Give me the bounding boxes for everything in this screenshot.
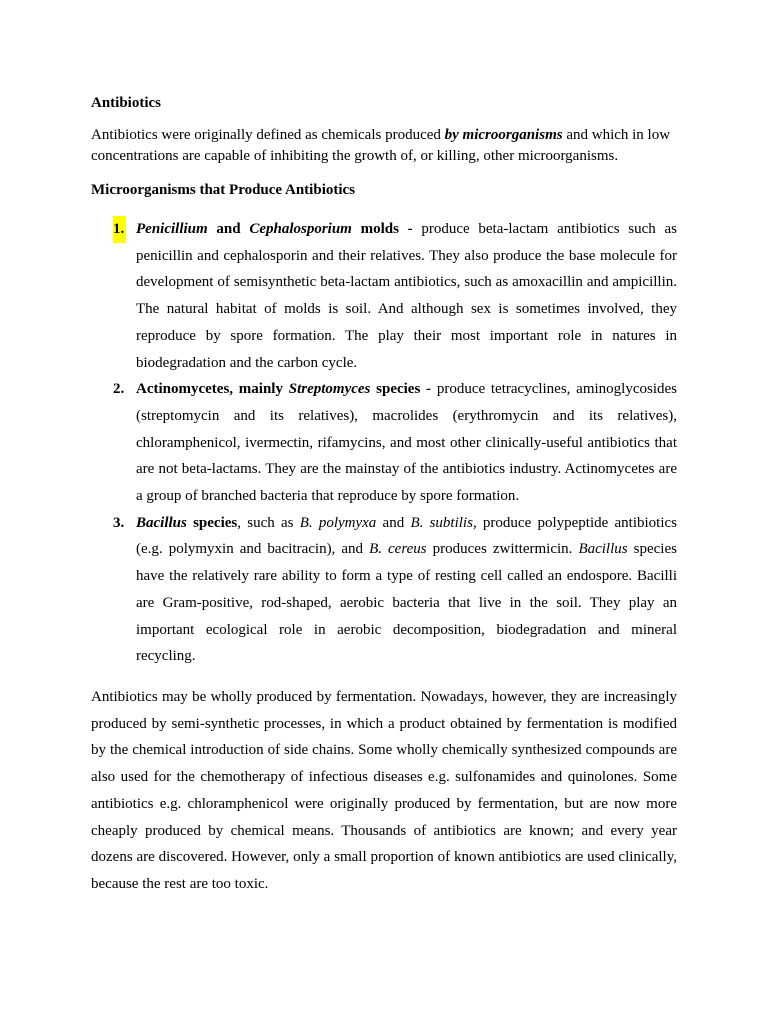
heading-producers: Microorganisms that Produce Antibiotics: [91, 182, 356, 198]
list-number: 2.: [113, 381, 125, 398]
intro-paragraph: [91, 125, 677, 167]
genus-bacillus: Bacillus: [136, 514, 187, 531]
intro-text-after: and which in low concentrations are capable of inhibiting the growth of, or killing, other microorganisms.: [91, 127, 671, 164]
lead-molds: molds -: [351, 221, 413, 237]
list-item-bacillus: [91, 510, 677, 670]
item-text: and: [376, 514, 411, 531]
item-text: , such as: [237, 514, 300, 531]
item-body: produce beta-lactam antibiotics such as penicillin and cephalosporin and their relatives. They also produce the base molecule for development of semisynthetic beta-lactam antibiotics, such as amoxacillin and ampicillin. The natural habitat of molds is soil. And although sex is sometimes involved, they reproduce by spore formation. The play their most important role in natures in biodegradation and the carbon cycle.: [136, 221, 678, 371]
genus-bacillus-inline: Bacillus: [578, 541, 628, 558]
lead-species: species -: [370, 381, 432, 398]
and-word: and: [207, 221, 250, 237]
item-text: , produce polypeptide antibiotics (e.g. polymyxin and bacitracin), and: [136, 514, 677, 558]
lead-actinomycetes: Actinomycetes, mainly: [136, 381, 289, 398]
genus-penicillium: Penicillium: [136, 221, 208, 237]
genus-cephalosporium: Cephalosporium: [249, 221, 352, 237]
intro-emphasis: by microorganisms: [444, 127, 563, 143]
item-body: produce tetracyclines, aminoglycosides (streptomycin and its relatives), macrolides (erythromycin and its relatives), chloramphenicol, ivermectin, rifamycins, and most other clinically-useful antibiotics that are not beta-lactams. They are the mainstay of the antibiotics industry. Actinomycetes are a group of branched bacteria that reproduce by spore formation.: [136, 381, 678, 505]
heading-antibiotics: Antibiotics: [91, 95, 162, 111]
item-text: species have the relatively rare ability to form a type of resting cell called an endospore. Bacilli are Gram-positive, rod-shaped, aerobic bacteria that live in the soil. They play an important ecological role in aerobic decomposition, biodegradation and mineral recycling.: [136, 541, 677, 665]
lead-species: species: [186, 514, 238, 531]
producers-list: [91, 216, 677, 670]
species-polymyxa: B. polymyxa: [299, 514, 377, 531]
list-number: 1.: [113, 216, 126, 243]
closing-paragraph: Antibiotics may be wholly produced by fermentation. Nowadays, however, they are increasingly produced by semi-synthetic processes, in which a product obtained by fermentation is modified by the chemical introduction of side chains. Some wholly chemically synthesized compounds are also used for the chemotherapy of infectious diseases e.g. sulfonamides and quinolones. Some antibiotics e.g. chloramphenicol were originally produced by fermentation, but are now more cheaply produced by chemical means. Thousands of antibiotics are known; and every year dozens are discovered. However, only a small proportion of known antibiotics are used clinically, because the rest are too toxic.: [91, 689, 677, 892]
genus-streptomyces: Streptomyces: [288, 381, 371, 398]
list-item-molds: [91, 216, 677, 376]
list-item-actinomycetes: [91, 376, 677, 510]
list-number: 3.: [113, 514, 125, 531]
species-cereus: B. cereus: [369, 541, 427, 558]
item-text: produces zwittermicin.: [426, 541, 579, 558]
species-subtilis: B. subtilis: [410, 514, 473, 531]
intro-text-before: Antibiotics were originally defined as chemicals produced: [91, 127, 445, 143]
